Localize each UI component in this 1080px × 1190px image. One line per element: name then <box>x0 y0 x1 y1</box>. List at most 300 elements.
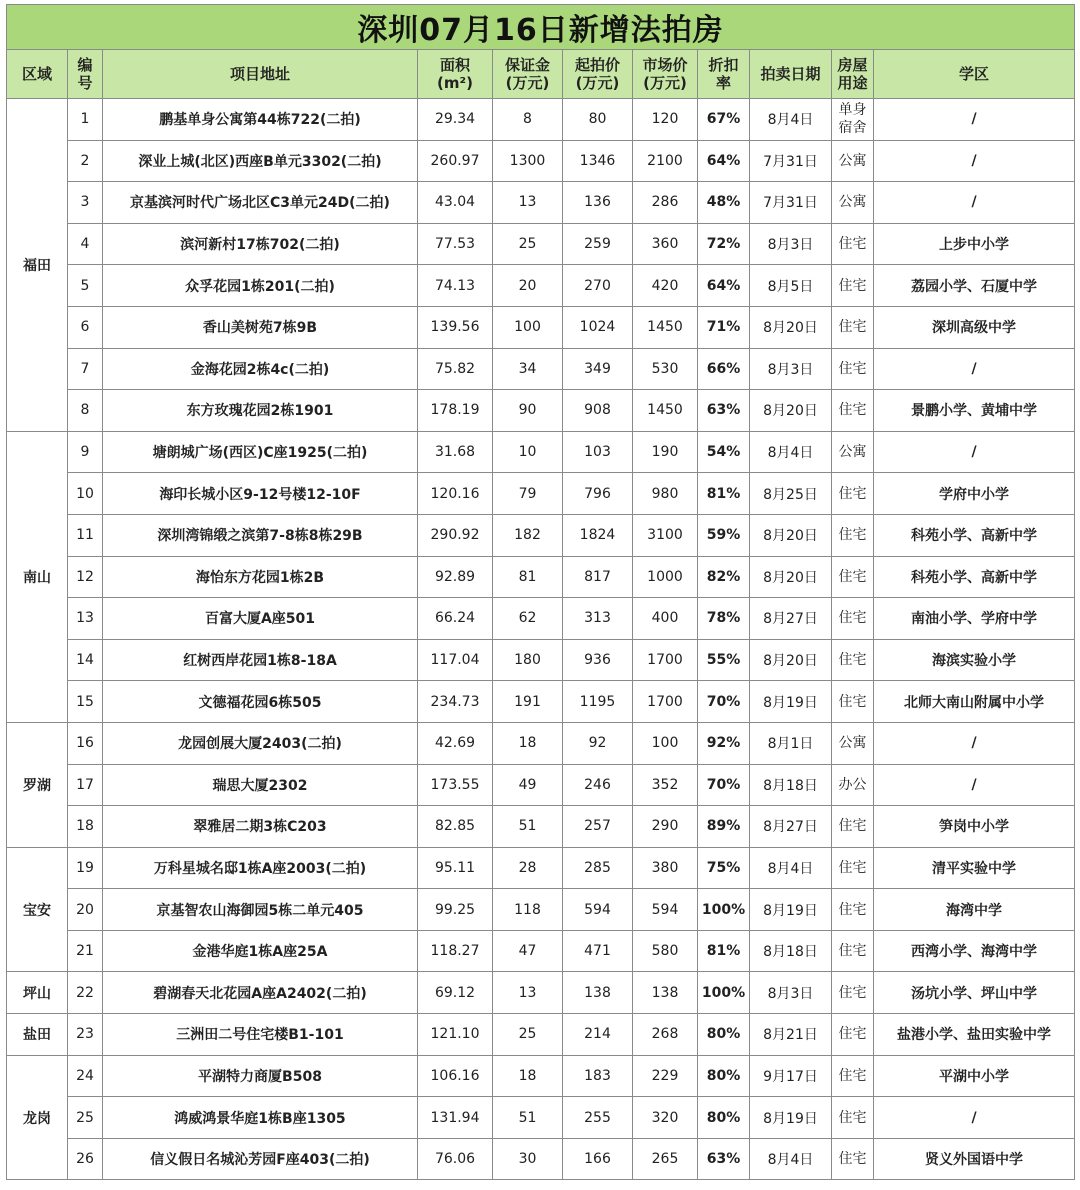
cell-discount: 55% <box>698 639 750 681</box>
cell-usage: 住宅 <box>832 223 874 265</box>
cell-market-price: 400 <box>633 598 698 640</box>
table-row <box>7 473 1075 515</box>
cell-project: 碧湖春天北花园A座A2402(二拍) <box>103 972 418 1014</box>
cell-area: 121.10 <box>418 1014 493 1056</box>
cell-market-price: 1450 <box>633 390 698 432</box>
cell-usage: 住宅 <box>832 1014 874 1056</box>
cell-no: 24 <box>68 1055 103 1097</box>
cell-project: 鸿威鸿景华庭1栋B座1305 <box>103 1097 418 1139</box>
cell-no: 9 <box>68 431 103 473</box>
cell-discount: 80% <box>698 1097 750 1139</box>
cell-auction-date: 8月20日 <box>750 556 832 598</box>
cell-project: 塘朗城广场(西区)C座1925(二拍) <box>103 431 418 473</box>
auction-table <box>6 4 1075 1180</box>
cell-start-price: 138 <box>563 972 633 1014</box>
cell-deposit: 13 <box>493 182 563 224</box>
table-row <box>7 764 1075 806</box>
cell-project: 平湖特力商厦B508 <box>103 1055 418 1097</box>
cell-school: 海滨实验小学 <box>874 639 1075 681</box>
table-row <box>7 681 1075 723</box>
cell-auction-date: 8月3日 <box>750 972 832 1014</box>
cell-project: 滨河新村17栋702(二拍) <box>103 223 418 265</box>
cell-school: 海湾中学 <box>874 889 1075 931</box>
cell-usage: 住宅 <box>832 847 874 889</box>
cell-market-price: 580 <box>633 930 698 972</box>
cell-discount: 81% <box>698 473 750 515</box>
cell-deposit: 34 <box>493 348 563 390</box>
cell-no: 25 <box>68 1097 103 1139</box>
cell-auction-date: 8月4日 <box>750 1138 832 1180</box>
cell-school: / <box>874 1097 1075 1139</box>
table-row <box>7 722 1075 764</box>
header-discount: 折扣 率 <box>698 50 750 99</box>
cell-area: 120.16 <box>418 473 493 515</box>
cell-auction-date: 8月27日 <box>750 806 832 848</box>
cell-school: / <box>874 182 1075 224</box>
cell-auction-date: 8月3日 <box>750 223 832 265</box>
cell-market-price: 286 <box>633 182 698 224</box>
cell-usage: 公寓 <box>832 431 874 473</box>
cell-auction-date: 8月20日 <box>750 514 832 556</box>
cell-area: 173.55 <box>418 764 493 806</box>
district-cell: 坪山 <box>7 972 68 1014</box>
cell-usage: 住宅 <box>832 1097 874 1139</box>
cell-discount: 80% <box>698 1055 750 1097</box>
cell-project: 京基智农山海御园5栋二单元405 <box>103 889 418 931</box>
table-row <box>7 514 1075 556</box>
cell-no: 20 <box>68 889 103 931</box>
cell-auction-date: 8月3日 <box>750 348 832 390</box>
cell-school: 学府中小学 <box>874 473 1075 515</box>
cell-project: 龙园创展大厦2403(二拍) <box>103 722 418 764</box>
cell-discount: 67% <box>698 99 750 141</box>
cell-start-price: 257 <box>563 806 633 848</box>
cell-discount: 71% <box>698 306 750 348</box>
cell-deposit: 30 <box>493 1138 563 1180</box>
cell-deposit: 90 <box>493 390 563 432</box>
table-row <box>7 889 1075 931</box>
cell-market-price: 3100 <box>633 514 698 556</box>
cell-area: 77.53 <box>418 223 493 265</box>
cell-start-price: 1824 <box>563 514 633 556</box>
cell-discount: 92% <box>698 722 750 764</box>
cell-no: 13 <box>68 598 103 640</box>
cell-discount: 89% <box>698 806 750 848</box>
cell-project: 众孚花园1栋201(二拍) <box>103 265 418 307</box>
cell-auction-date: 8月20日 <box>750 306 832 348</box>
cell-auction-date: 8月25日 <box>750 473 832 515</box>
cell-market-price: 420 <box>633 265 698 307</box>
cell-discount: 54% <box>698 431 750 473</box>
cell-area: 29.34 <box>418 99 493 141</box>
table-row <box>7 140 1075 182</box>
cell-start-price: 349 <box>563 348 633 390</box>
district-cell: 宝安 <box>7 847 68 972</box>
cell-no: 8 <box>68 390 103 432</box>
cell-discount: 100% <box>698 889 750 931</box>
table-row <box>7 847 1075 889</box>
cell-project: 深业上城(北区)西座B单元3302(二拍) <box>103 140 418 182</box>
cell-market-price: 190 <box>633 431 698 473</box>
cell-usage: 住宅 <box>832 639 874 681</box>
table-row <box>7 182 1075 224</box>
cell-auction-date: 8月1日 <box>750 722 832 764</box>
cell-deposit: 18 <box>493 1055 563 1097</box>
cell-deposit: 51 <box>493 1097 563 1139</box>
cell-start-price: 214 <box>563 1014 633 1056</box>
cell-area: 75.82 <box>418 348 493 390</box>
cell-no: 22 <box>68 972 103 1014</box>
cell-auction-date: 7月31日 <box>750 182 832 224</box>
cell-area: 76.06 <box>418 1138 493 1180</box>
cell-usage: 住宅 <box>832 306 874 348</box>
cell-market-price: 290 <box>633 806 698 848</box>
cell-area: 95.11 <box>418 847 493 889</box>
cell-market-price: 530 <box>633 348 698 390</box>
cell-deposit: 1300 <box>493 140 563 182</box>
cell-project: 金海花园2栋4c(二拍) <box>103 348 418 390</box>
cell-market-price: 980 <box>633 473 698 515</box>
cell-no: 6 <box>68 306 103 348</box>
cell-usage: 住宅 <box>832 889 874 931</box>
cell-project: 百富大厦A座501 <box>103 598 418 640</box>
cell-start-price: 936 <box>563 639 633 681</box>
cell-auction-date: 8月5日 <box>750 265 832 307</box>
header-auction-date: 拍卖日期 <box>750 50 832 99</box>
cell-start-price: 594 <box>563 889 633 931</box>
cell-area: 92.89 <box>418 556 493 598</box>
cell-deposit: 25 <box>493 223 563 265</box>
cell-market-price: 360 <box>633 223 698 265</box>
table-row <box>7 639 1075 681</box>
table-row <box>7 1097 1075 1139</box>
header-start-price: 起拍价 (万元) <box>563 50 633 99</box>
cell-market-price: 1700 <box>633 681 698 723</box>
cell-start-price: 796 <box>563 473 633 515</box>
table-row <box>7 348 1075 390</box>
table-row <box>7 1138 1075 1180</box>
cell-no: 4 <box>68 223 103 265</box>
cell-start-price: 285 <box>563 847 633 889</box>
header-no: 编 号 <box>68 50 103 99</box>
cell-auction-date: 8月20日 <box>750 639 832 681</box>
cell-auction-date: 7月31日 <box>750 140 832 182</box>
cell-start-price: 136 <box>563 182 633 224</box>
header-project: 项目地址 <box>103 50 418 99</box>
cell-auction-date: 8月27日 <box>750 598 832 640</box>
district-cell: 盐田 <box>7 1014 68 1056</box>
cell-school: / <box>874 348 1075 390</box>
cell-usage: 办公 <box>832 764 874 806</box>
cell-usage: 住宅 <box>832 681 874 723</box>
cell-start-price: 255 <box>563 1097 633 1139</box>
cell-no: 3 <box>68 182 103 224</box>
cell-school: 南油小学、学府中学 <box>874 598 1075 640</box>
table-row <box>7 265 1075 307</box>
cell-project: 香山美树苑7栋9B <box>103 306 418 348</box>
cell-no: 5 <box>68 265 103 307</box>
cell-usage: 住宅 <box>832 1138 874 1180</box>
cell-deposit: 13 <box>493 972 563 1014</box>
table-row <box>7 223 1075 265</box>
cell-start-price: 166 <box>563 1138 633 1180</box>
cell-discount: 70% <box>698 764 750 806</box>
cell-area: 42.69 <box>418 722 493 764</box>
cell-market-price: 265 <box>633 1138 698 1180</box>
cell-school: 深圳高级中学 <box>874 306 1075 348</box>
header-market-price: 市场价 (万元) <box>633 50 698 99</box>
cell-usage: 住宅 <box>832 806 874 848</box>
cell-area: 234.73 <box>418 681 493 723</box>
cell-project: 信义假日名城沁芳园F座403(二拍) <box>103 1138 418 1180</box>
cell-no: 12 <box>68 556 103 598</box>
cell-usage: 住宅 <box>832 265 874 307</box>
cell-project: 红树西岸花园1栋8-18A <box>103 639 418 681</box>
cell-area: 74.13 <box>418 265 493 307</box>
cell-no: 26 <box>68 1138 103 1180</box>
cell-market-price: 380 <box>633 847 698 889</box>
district-cell: 福田 <box>7 99 68 432</box>
cell-school: 荔园小学、石厦中学 <box>874 265 1075 307</box>
cell-school: 西湾小学、海湾中学 <box>874 930 1075 972</box>
table-row <box>7 1055 1075 1097</box>
cell-market-price: 352 <box>633 764 698 806</box>
cell-start-price: 313 <box>563 598 633 640</box>
cell-school: 盐港小学、盐田实验中学 <box>874 1014 1075 1056</box>
table-row <box>7 390 1075 432</box>
cell-project: 东方玫瑰花园2栋1901 <box>103 390 418 432</box>
cell-project: 海印长城小区9-12号楼12-10F <box>103 473 418 515</box>
header-school: 学区 <box>874 50 1075 99</box>
cell-discount: 63% <box>698 1138 750 1180</box>
header-area: 面积 (m²) <box>418 50 493 99</box>
cell-usage: 住宅 <box>832 1055 874 1097</box>
cell-discount: 63% <box>698 390 750 432</box>
cell-school: 科苑小学、高新中学 <box>874 514 1075 556</box>
cell-deposit: 49 <box>493 764 563 806</box>
cell-no: 16 <box>68 722 103 764</box>
cell-project: 金港华庭1栋A座25A <box>103 930 418 972</box>
cell-project: 文德福花园6栋505 <box>103 681 418 723</box>
cell-deposit: 79 <box>493 473 563 515</box>
header-district: 区域 <box>7 50 68 99</box>
table-row <box>7 598 1075 640</box>
cell-school: 北师大南山附属中小学 <box>874 681 1075 723</box>
cell-project: 瑞思大厦2302 <box>103 764 418 806</box>
cell-start-price: 80 <box>563 99 633 141</box>
cell-no: 17 <box>68 764 103 806</box>
cell-school: 笋岗中小学 <box>874 806 1075 848</box>
cell-start-price: 259 <box>563 223 633 265</box>
cell-area: 178.19 <box>418 390 493 432</box>
cell-market-price: 138 <box>633 972 698 1014</box>
cell-area: 106.16 <box>418 1055 493 1097</box>
cell-deposit: 25 <box>493 1014 563 1056</box>
cell-area: 66.24 <box>418 598 493 640</box>
cell-usage: 住宅 <box>832 348 874 390</box>
cell-market-price: 120 <box>633 99 698 141</box>
cell-start-price: 103 <box>563 431 633 473</box>
cell-auction-date: 8月4日 <box>750 99 832 141</box>
cell-start-price: 1195 <box>563 681 633 723</box>
cell-discount: 80% <box>698 1014 750 1056</box>
table-row <box>7 431 1075 473</box>
cell-project: 京基滨河时代广场北区C3单元24D(二拍) <box>103 182 418 224</box>
cell-usage: 单身 宿舍 <box>832 99 874 141</box>
district-cell: 龙岗 <box>7 1055 68 1180</box>
cell-discount: 75% <box>698 847 750 889</box>
cell-project: 海怡东方花园1栋2B <box>103 556 418 598</box>
cell-no: 7 <box>68 348 103 390</box>
cell-auction-date: 8月20日 <box>750 390 832 432</box>
cell-deposit: 180 <box>493 639 563 681</box>
cell-area: 43.04 <box>418 182 493 224</box>
cell-no: 11 <box>68 514 103 556</box>
cell-area: 69.12 <box>418 972 493 1014</box>
cell-market-price: 2100 <box>633 140 698 182</box>
table-row <box>7 306 1075 348</box>
cell-deposit: 51 <box>493 806 563 848</box>
cell-no: 23 <box>68 1014 103 1056</box>
cell-deposit: 18 <box>493 722 563 764</box>
cell-discount: 78% <box>698 598 750 640</box>
cell-school: 平湖中小学 <box>874 1055 1075 1097</box>
cell-start-price: 1024 <box>563 306 633 348</box>
cell-usage: 住宅 <box>832 972 874 1014</box>
cell-school: 贤义外国语中学 <box>874 1138 1075 1180</box>
cell-usage: 住宅 <box>832 514 874 556</box>
cell-no: 21 <box>68 930 103 972</box>
cell-deposit: 8 <box>493 99 563 141</box>
cell-discount: 72% <box>698 223 750 265</box>
cell-deposit: 118 <box>493 889 563 931</box>
cell-start-price: 246 <box>563 764 633 806</box>
cell-discount: 100% <box>698 972 750 1014</box>
cell-school: 科苑小学、高新中学 <box>874 556 1075 598</box>
cell-start-price: 1346 <box>563 140 633 182</box>
cell-school: / <box>874 722 1075 764</box>
cell-start-price: 817 <box>563 556 633 598</box>
cell-market-price: 594 <box>633 889 698 931</box>
cell-school: 清平实验中学 <box>874 847 1075 889</box>
header-deposit: 保证金 (万元) <box>493 50 563 99</box>
cell-project: 鹏基单身公寓第44栋722(二拍) <box>103 99 418 141</box>
cell-school: / <box>874 99 1075 141</box>
cell-start-price: 471 <box>563 930 633 972</box>
cell-market-price: 229 <box>633 1055 698 1097</box>
cell-auction-date: 8月18日 <box>750 764 832 806</box>
cell-project: 万科星城名邸1栋A座2003(二拍) <box>103 847 418 889</box>
cell-discount: 70% <box>698 681 750 723</box>
table-body <box>7 99 1075 1180</box>
cell-discount: 48% <box>698 182 750 224</box>
cell-start-price: 92 <box>563 722 633 764</box>
cell-project: 翠雅居二期3栋C203 <box>103 806 418 848</box>
cell-market-price: 1000 <box>633 556 698 598</box>
cell-no: 14 <box>68 639 103 681</box>
header-row <box>7 50 1075 99</box>
cell-usage: 住宅 <box>832 473 874 515</box>
cell-no: 1 <box>68 99 103 141</box>
cell-area: 99.25 <box>418 889 493 931</box>
cell-auction-date: 8月4日 <box>750 431 832 473</box>
cell-school: / <box>874 431 1075 473</box>
cell-usage: 公寓 <box>832 140 874 182</box>
cell-discount: 66% <box>698 348 750 390</box>
table-row <box>7 930 1075 972</box>
cell-area: 117.04 <box>418 639 493 681</box>
cell-auction-date: 8月21日 <box>750 1014 832 1056</box>
cell-project: 深圳湾锦缎之滨第7-8栋8栋29B <box>103 514 418 556</box>
cell-school: 上步中小学 <box>874 223 1075 265</box>
cell-area: 131.94 <box>418 1097 493 1139</box>
cell-deposit: 182 <box>493 514 563 556</box>
cell-discount: 59% <box>698 514 750 556</box>
cell-market-price: 320 <box>633 1097 698 1139</box>
cell-market-price: 1450 <box>633 306 698 348</box>
cell-deposit: 47 <box>493 930 563 972</box>
cell-usage: 住宅 <box>832 390 874 432</box>
cell-usage: 住宅 <box>832 598 874 640</box>
cell-area: 82.85 <box>418 806 493 848</box>
cell-deposit: 28 <box>493 847 563 889</box>
header-usage: 房屋 用途 <box>832 50 874 99</box>
table-row <box>7 99 1075 141</box>
cell-area: 118.27 <box>418 930 493 972</box>
cell-no: 19 <box>68 847 103 889</box>
cell-discount: 64% <box>698 265 750 307</box>
cell-deposit: 10 <box>493 431 563 473</box>
cell-market-price: 1700 <box>633 639 698 681</box>
cell-auction-date: 8月19日 <box>750 681 832 723</box>
cell-discount: 64% <box>698 140 750 182</box>
cell-no: 15 <box>68 681 103 723</box>
cell-no: 18 <box>68 806 103 848</box>
cell-deposit: 20 <box>493 265 563 307</box>
cell-project: 三洲田二号住宅楼B1-101 <box>103 1014 418 1056</box>
table-row <box>7 806 1075 848</box>
table-row <box>7 556 1075 598</box>
cell-deposit: 81 <box>493 556 563 598</box>
cell-area: 290.92 <box>418 514 493 556</box>
cell-deposit: 62 <box>493 598 563 640</box>
cell-auction-date: 9月17日 <box>750 1055 832 1097</box>
cell-area: 260.97 <box>418 140 493 182</box>
cell-usage: 住宅 <box>832 930 874 972</box>
cell-start-price: 270 <box>563 265 633 307</box>
cell-usage: 公寓 <box>832 182 874 224</box>
cell-auction-date: 8月19日 <box>750 1097 832 1139</box>
cell-discount: 81% <box>698 930 750 972</box>
cell-start-price: 183 <box>563 1055 633 1097</box>
cell-school: 汤坑小学、坪山中学 <box>874 972 1075 1014</box>
cell-market-price: 268 <box>633 1014 698 1056</box>
cell-usage: 住宅 <box>832 556 874 598</box>
cell-school: 景鹏小学、黄埔中学 <box>874 390 1075 432</box>
page-title: 深圳07月16日新增法拍房 <box>7 5 1075 50</box>
cell-auction-date: 8月4日 <box>750 847 832 889</box>
table-row <box>7 972 1075 1014</box>
cell-deposit: 191 <box>493 681 563 723</box>
cell-no: 2 <box>68 140 103 182</box>
cell-school: / <box>874 764 1075 806</box>
cell-market-price: 100 <box>633 722 698 764</box>
cell-auction-date: 8月19日 <box>750 889 832 931</box>
district-cell: 罗湖 <box>7 722 68 847</box>
district-cell: 南山 <box>7 431 68 722</box>
cell-no: 10 <box>68 473 103 515</box>
cell-discount: 82% <box>698 556 750 598</box>
